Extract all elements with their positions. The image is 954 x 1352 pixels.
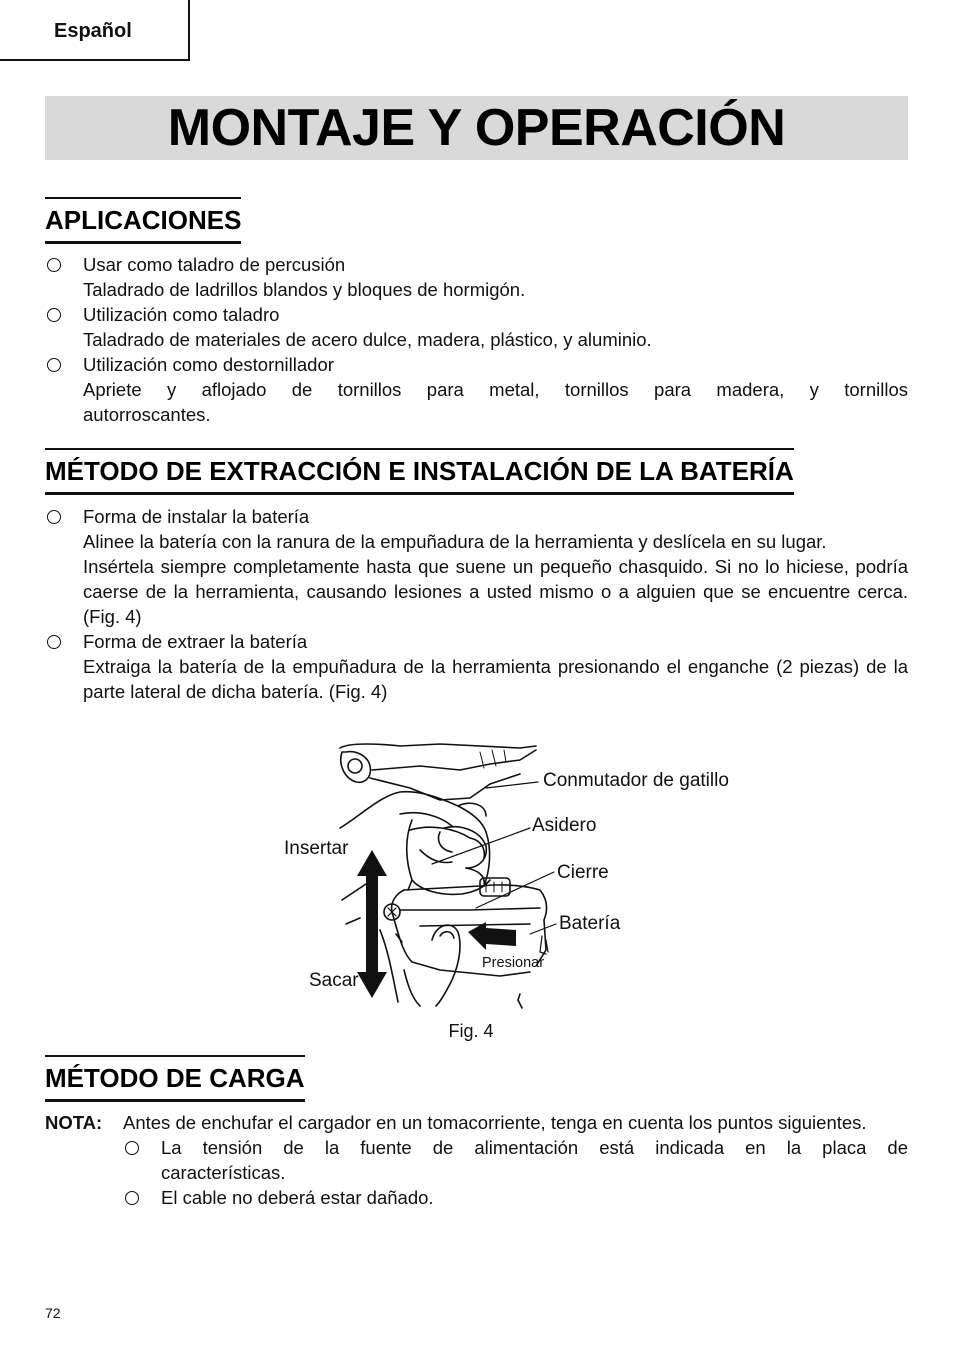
item-desc: Extraiga la batería de la empuñadura de la herramienta presionando el enganche (2 piezas) de la parte lateral de dicha batería. (Fig. 4) [83, 656, 908, 702]
label-press: Presionar [482, 955, 545, 971]
page-title: MONTAJE Y OPERACIÓN [167, 99, 786, 157]
label-battery: Batería [559, 913, 621, 934]
item-title: Usar como taladro de percusión [83, 254, 346, 275]
language-tab [0, 0, 190, 61]
language-label: Español [54, 20, 132, 42]
note-text: Antes de enchufar el cargador en un tomacorriente, tenga en cuenta los puntos siguientes. [123, 1112, 867, 1133]
list-item [45, 302, 908, 352]
label-insert: Insertar [284, 838, 349, 859]
item-title: Forma de instalar la batería [83, 506, 310, 527]
item-title: Forma de extraer la batería [83, 631, 308, 652]
section-heading-battery: MÉTODO DE EXTRACCIÓN E INSTALACIÓN DE LA BATERÍA [45, 448, 794, 495]
note-block [45, 1110, 908, 1210]
section-heading-charging: MÉTODO DE CARGA [45, 1055, 305, 1102]
list-item [123, 1185, 908, 1210]
note-label: NOTA: [45, 1112, 103, 1133]
item-text: El cable no deberá estar dañado. [161, 1187, 434, 1208]
list-item [123, 1135, 908, 1185]
drill-illustration [0, 740, 954, 1010]
list-item [45, 629, 908, 704]
label-remove: Sacar [309, 970, 359, 991]
circle-bullet-icon [125, 1191, 139, 1205]
label-latch: Cierre [557, 862, 609, 883]
circle-bullet-icon [125, 1141, 139, 1155]
figure-battery-installation [0, 740, 954, 1010]
section-heading-applications: APLICACIONES [45, 197, 241, 244]
battery-list [45, 504, 908, 704]
circle-bullet-icon [47, 358, 61, 372]
circle-bullet-icon [47, 258, 61, 272]
applications-list [45, 252, 908, 427]
list-item [45, 252, 908, 302]
circle-bullet-icon [47, 635, 61, 649]
list-item [45, 504, 908, 629]
circle-bullet-icon [47, 510, 61, 524]
item-text-cont: características. [161, 1162, 286, 1183]
item-desc: Apriete y aflojado de tornillos para metal, tornillos para madera, y tornillos [83, 379, 908, 400]
page-number: 72 [45, 1305, 61, 1321]
item-text: La tensión de la fuente de alimentación está indicada en la placa de [161, 1137, 908, 1158]
circle-bullet-icon [47, 308, 61, 322]
note-content [123, 1110, 908, 1210]
item-desc: Taladrado de ladrillos blandos y bloques de hormigón. [83, 279, 526, 300]
label-trigger-switch: Conmutador de gatillo [543, 770, 729, 791]
item-desc-cont: autorroscantes. [83, 404, 211, 425]
list-item [45, 352, 908, 427]
label-handle: Asidero [532, 815, 597, 836]
item-desc: Alinee la batería con la ranura de la empuñadura de la herramienta y deslícela en su lugar. [83, 531, 827, 552]
item-title: Utilización como destornillador [83, 354, 334, 375]
item-desc: Insértela siempre completamente hasta que suene un pequeño chasquido. Si no lo hiciese, podría caerse de la herramienta, causando lesiones a usted mismo o a alguien que se encuentre cerca. (Fig. 4) [83, 556, 908, 627]
item-title: Utilización como taladro [83, 304, 280, 325]
figure-caption: Fig. 4 [448, 1021, 494, 1041]
page-title-bar [45, 96, 908, 160]
item-desc: Taladrado de materiales de acero dulce, madera, plástico, y aluminio. [83, 329, 652, 350]
